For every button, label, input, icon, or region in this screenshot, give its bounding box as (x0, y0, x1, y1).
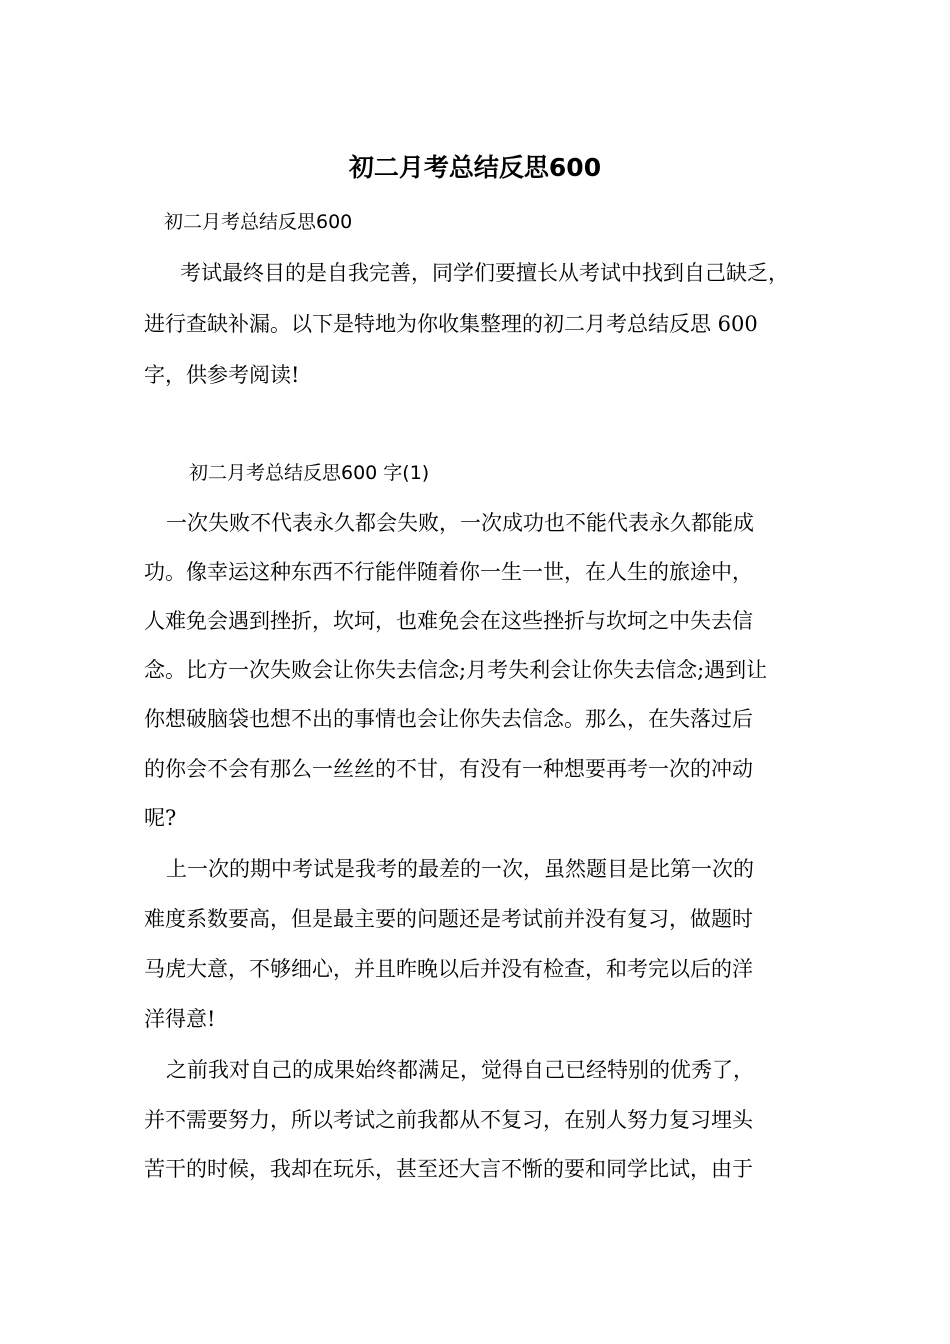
section-heading: 初二月考总结反思600 字(1) (189, 462, 430, 484)
text-line: 考试最终目的是自我完善，同学们要擅长从考试中找到自己缺乏， (180, 261, 789, 285)
text-line: 字，供参考阅读! (144, 363, 300, 387)
text-line: 功。像幸运这种东西不行能伴随着你一生一世，在人生的旅途中， (144, 560, 753, 584)
text-line: 马虎大意，不够细心，并且昨晚以后并没有检查，和考完以后的洋 (144, 957, 753, 981)
text-line: 呢? (144, 806, 177, 830)
text-line: 洋得意! (144, 1007, 216, 1031)
text-line: 难度系数要高，但是最主要的问题还是考试前并没有复习，做题时 (144, 907, 753, 931)
text-line: 你想破脑袋也想不出的事情也会让你失去信念。那么，在失落过后 (144, 707, 753, 731)
text-line: 之前我对自己的成果始终都满足，觉得自己已经特别的优秀了， (166, 1058, 754, 1082)
text-line: 一次失败不代表永久都会失败，一次成功也不能代表永久都能成 (166, 511, 754, 535)
text-line: 并不需要努力，所以考试之前我都从不复习，在别人努力复习埋头 (144, 1108, 753, 1132)
document-title: 初二月考总结反思600 (348, 153, 602, 182)
text-line: 苦干的时候，我却在玩乐，甚至还大言不惭的要和同学比试，由于 (144, 1157, 753, 1181)
text-line: 念。比方一次失败会让你失去信念;月考失利会让你失去信念;遇到让 (144, 658, 768, 682)
text-line: 的你会不会有那么一丝丝的不甘，有没有一种想要再考一次的冲动 (144, 757, 753, 781)
text-line: 人难免会遇到挫折，坎坷，也难免会在这些挫折与坎坷之中失去信 (144, 609, 753, 633)
document-subtitle: 初二月考总结反思600 (164, 211, 353, 233)
text-line: 上一次的期中考试是我考的最差的一次，虽然题目是比第一次的 (166, 857, 754, 881)
text-line: 进行查缺补漏。以下是特地为你收集整理的初二月考总结反思 600 (144, 312, 758, 336)
